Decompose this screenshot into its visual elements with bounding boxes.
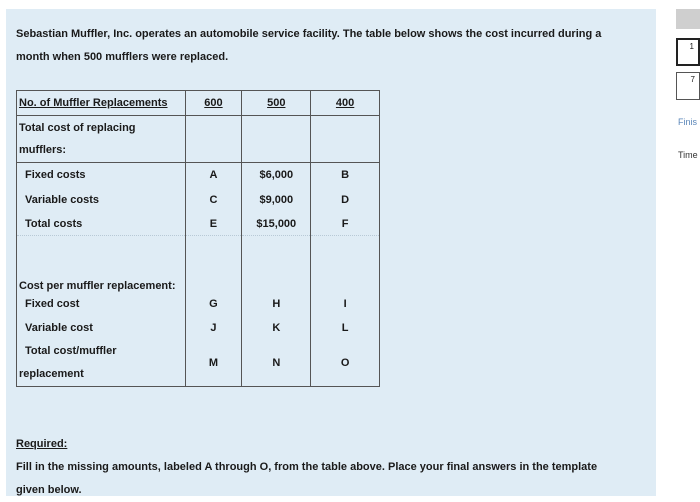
spacer-row <box>17 236 380 268</box>
table-row <box>17 316 380 340</box>
cell-K: K <box>242 316 311 340</box>
row-label-variable-cost: Variable cost <box>17 316 186 340</box>
cell-A: A <box>185 163 242 188</box>
cell-I: I <box>311 292 380 316</box>
row-label-fixed-cost: Fixed cost <box>17 292 186 316</box>
finish-link[interactable]: Finis <box>678 117 698 127</box>
cell-E: E <box>185 213 242 236</box>
row-label-total-per-unit: Total cost/muffler replacement <box>17 340 186 387</box>
question-intro <box>16 23 641 69</box>
intro-line-1: Sebastian Muffler, Inc. operates an automobile service facility. The table below shows the cost incurred during a <box>16 28 602 40</box>
intro-line-2: month when 500 mufflers were replaced. <box>16 51 229 63</box>
header-label: No. of Muffler Replacements <box>17 91 186 116</box>
table-header-row <box>17 91 380 116</box>
row-label-variable-costs: Variable costs <box>17 188 186 213</box>
cell-G: G <box>185 292 242 316</box>
section-row-total-cost <box>17 116 380 163</box>
header-400: 400 <box>311 91 380 116</box>
cell-D: D <box>311 188 380 213</box>
table-row <box>17 213 380 236</box>
cell-N: N <box>242 340 311 387</box>
required-title: Required: <box>16 438 68 450</box>
section-label-per-unit: Cost per muffler replacement: <box>17 268 186 292</box>
cell-O: O <box>311 340 380 387</box>
row-label-fixed-costs: Fixed costs <box>17 163 186 188</box>
cell-C: C <box>185 188 242 213</box>
cell-B: B <box>311 163 380 188</box>
section-row-per-unit <box>17 268 380 292</box>
row-label-total-costs: Total costs <box>17 213 186 236</box>
table-row <box>17 163 380 188</box>
cell-L: L <box>311 316 380 340</box>
cell-variable-500: $9,000 <box>242 188 311 213</box>
cell-M: M <box>185 340 242 387</box>
table-row <box>17 188 380 213</box>
question-nav-current[interactable]: 1 <box>676 38 700 66</box>
cell-total-500: $15,000 <box>242 213 311 236</box>
cell-F: F <box>311 213 380 236</box>
section-label-total-cost: Total cost of replacing mufflers: <box>17 116 186 163</box>
cost-table <box>16 90 380 387</box>
cell-H: H <box>242 292 311 316</box>
table-row <box>17 340 380 387</box>
required-section <box>16 433 646 502</box>
question-nav-next[interactable]: 7 <box>676 72 700 100</box>
required-line-1: Fill in the missing amounts, labeled A through O, from the table above. Place your final answers in the template <box>16 461 598 473</box>
cell-fixed-500: $6,000 <box>242 163 311 188</box>
time-label: Time <box>678 150 698 160</box>
table-row <box>17 292 380 316</box>
required-line-2: given below. <box>16 484 82 496</box>
cell-J: J <box>185 316 242 340</box>
question-panel <box>6 9 656 496</box>
header-600: 600 <box>185 91 242 116</box>
header-500: 500 <box>242 91 311 116</box>
sidebar-header-bar <box>676 9 700 29</box>
